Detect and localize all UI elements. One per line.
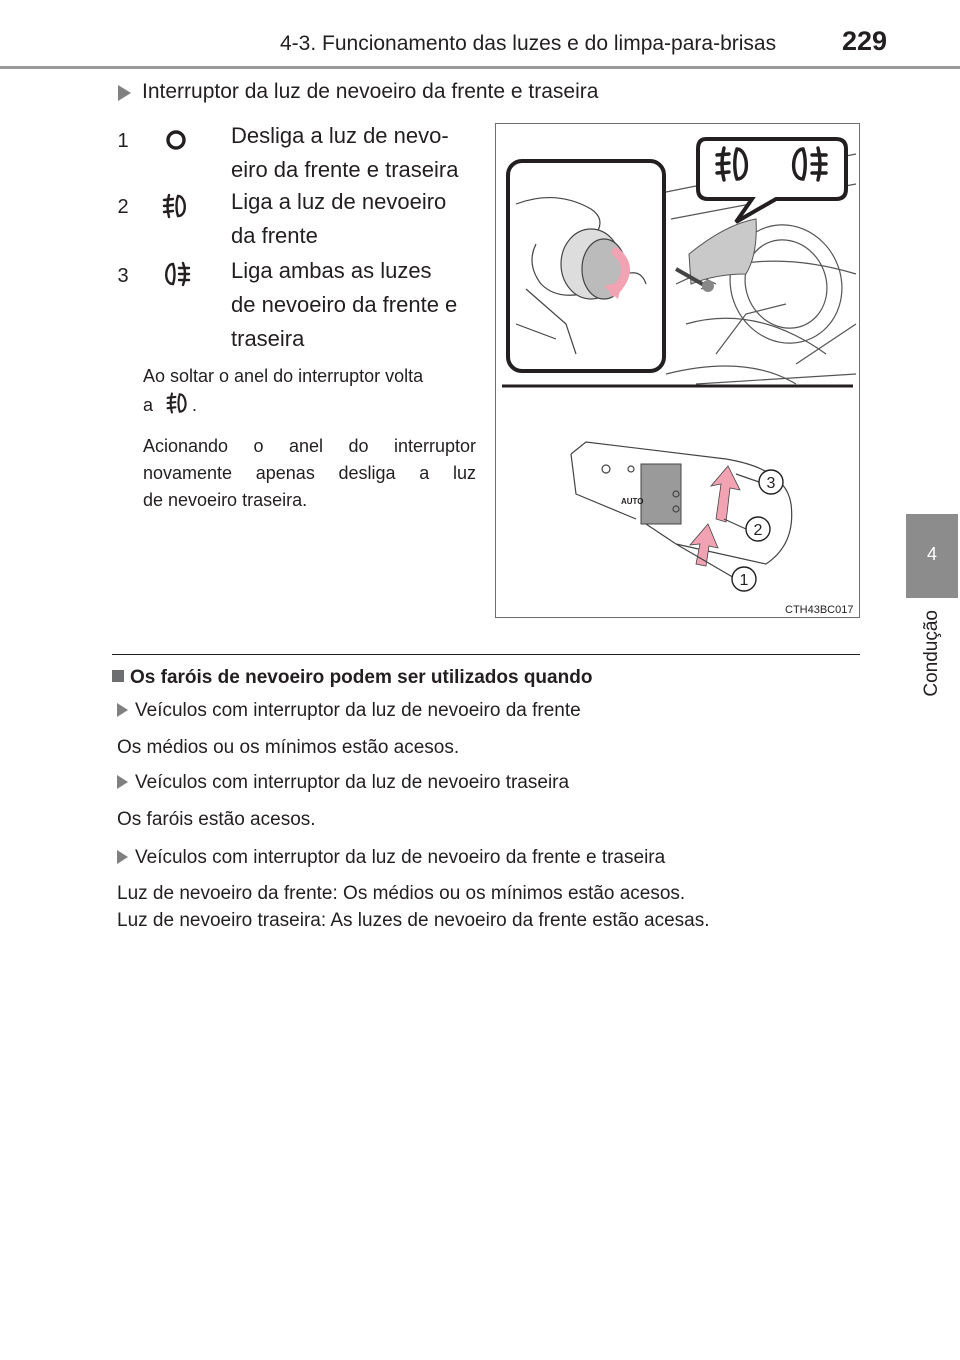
item-2-description: [231, 185, 475, 253]
item-number-text: 3: [117, 265, 129, 286]
return-note-line1: Ao soltar o anel do interruptor volta: [143, 366, 424, 386]
front-fog-inline-icon: [164, 390, 192, 414]
section-divider: [112, 654, 860, 655]
chapter-number: 4: [926, 544, 937, 564]
repeat-note-line3: de nevoeiro traseira.: [143, 490, 308, 510]
callout-1: 1: [739, 572, 749, 589]
item-1-line1: Desliga a luz de nevo-: [231, 123, 449, 148]
item-3-line3: traseira: [231, 326, 305, 351]
condition-3-label: [117, 845, 857, 871]
return-note-end: .: [192, 395, 198, 415]
item-number-text: 2: [117, 196, 129, 217]
item-2-line1: Liga a luz de nevoeiro: [231, 189, 447, 214]
off-icon: [163, 127, 189, 153]
rear-fog-icon: [160, 259, 192, 289]
callout-3: 3: [766, 475, 776, 492]
item-3-description: [231, 254, 475, 356]
return-note-prefix: a: [143, 395, 154, 415]
repeat-note-line1: Acionando o anel do interruptor: [143, 436, 476, 456]
chapter-label: [906, 610, 958, 720]
condition-1-label-text: Veículos com interruptor da luz de nevoeiro da frente: [135, 700, 581, 721]
repeat-note: [143, 433, 476, 514]
intro-bullet: [118, 80, 678, 106]
condition-1-label: [117, 698, 817, 724]
condition-3-label-text: Veículos com interruptor da luz de nevoeiro da frente e traseira: [135, 847, 666, 868]
bullet-triangle-icon: [117, 775, 128, 789]
chapter-section-title: 4-3. Funcionamento das luzes e do limpa-para-brisas: [280, 32, 777, 55]
front-fog-icon: [161, 191, 191, 221]
section-heading-text: Os faróis de nevoeiro podem ser utilizados quando: [130, 667, 593, 688]
chapter-label-text: Condução: [921, 610, 942, 697]
repeat-note-line2: novamente apenas desliga a luz: [143, 463, 476, 483]
bullet-triangle-icon: [117, 703, 128, 717]
return-note: [143, 363, 476, 417]
item-number-3: [113, 262, 133, 292]
intro-text: Interruptor da luz de nevoeiro da frente e traseira: [142, 80, 599, 103]
auto-label: AUTO: [621, 497, 644, 506]
item-3-line2: de nevoeiro da frente e: [231, 292, 458, 317]
condition-2-label: [117, 770, 817, 796]
figure-code: CTH43BC017: [785, 604, 854, 616]
callout-2: 2: [753, 522, 763, 539]
fog-switch-illustration: [495, 123, 860, 618]
section-square-icon: [112, 670, 124, 682]
item-1-line2: eiro da frente e traseira: [231, 157, 459, 182]
section-heading: [112, 667, 592, 689]
condition-2-label-text: Veículos com interruptor da luz de nevoeiro traseira: [135, 772, 570, 793]
item-number-1: [113, 127, 133, 157]
bullet-triangle-icon: [118, 85, 131, 101]
chapter-tab[interactable]: [906, 514, 958, 598]
bullet-triangle-icon: [117, 850, 128, 864]
item-number-2: [113, 193, 133, 223]
header-divider: [0, 66, 960, 69]
illustration-svg: [496, 124, 859, 617]
item-3-line1: Liga ambas as luzes: [231, 258, 432, 283]
condition-3-text-1: Luz de nevoeiro da frente: Os médios ou os mínimos estão acesos.: [117, 883, 686, 904]
item-number-text: 1: [117, 130, 129, 151]
item-1-description: [231, 119, 475, 187]
condition-1-text: Os médios ou os mínimos estão acesos.: [117, 737, 460, 758]
condition-3-text-2: Luz de nevoeiro traseira: As luzes de nevoeiro da frente estão acesas.: [117, 910, 710, 931]
page-number: 229: [842, 26, 888, 56]
return-note-line2: [143, 390, 476, 417]
item-2-line2: da frente: [231, 223, 318, 248]
condition-2-text: Os faróis estão acesos.: [117, 809, 316, 830]
